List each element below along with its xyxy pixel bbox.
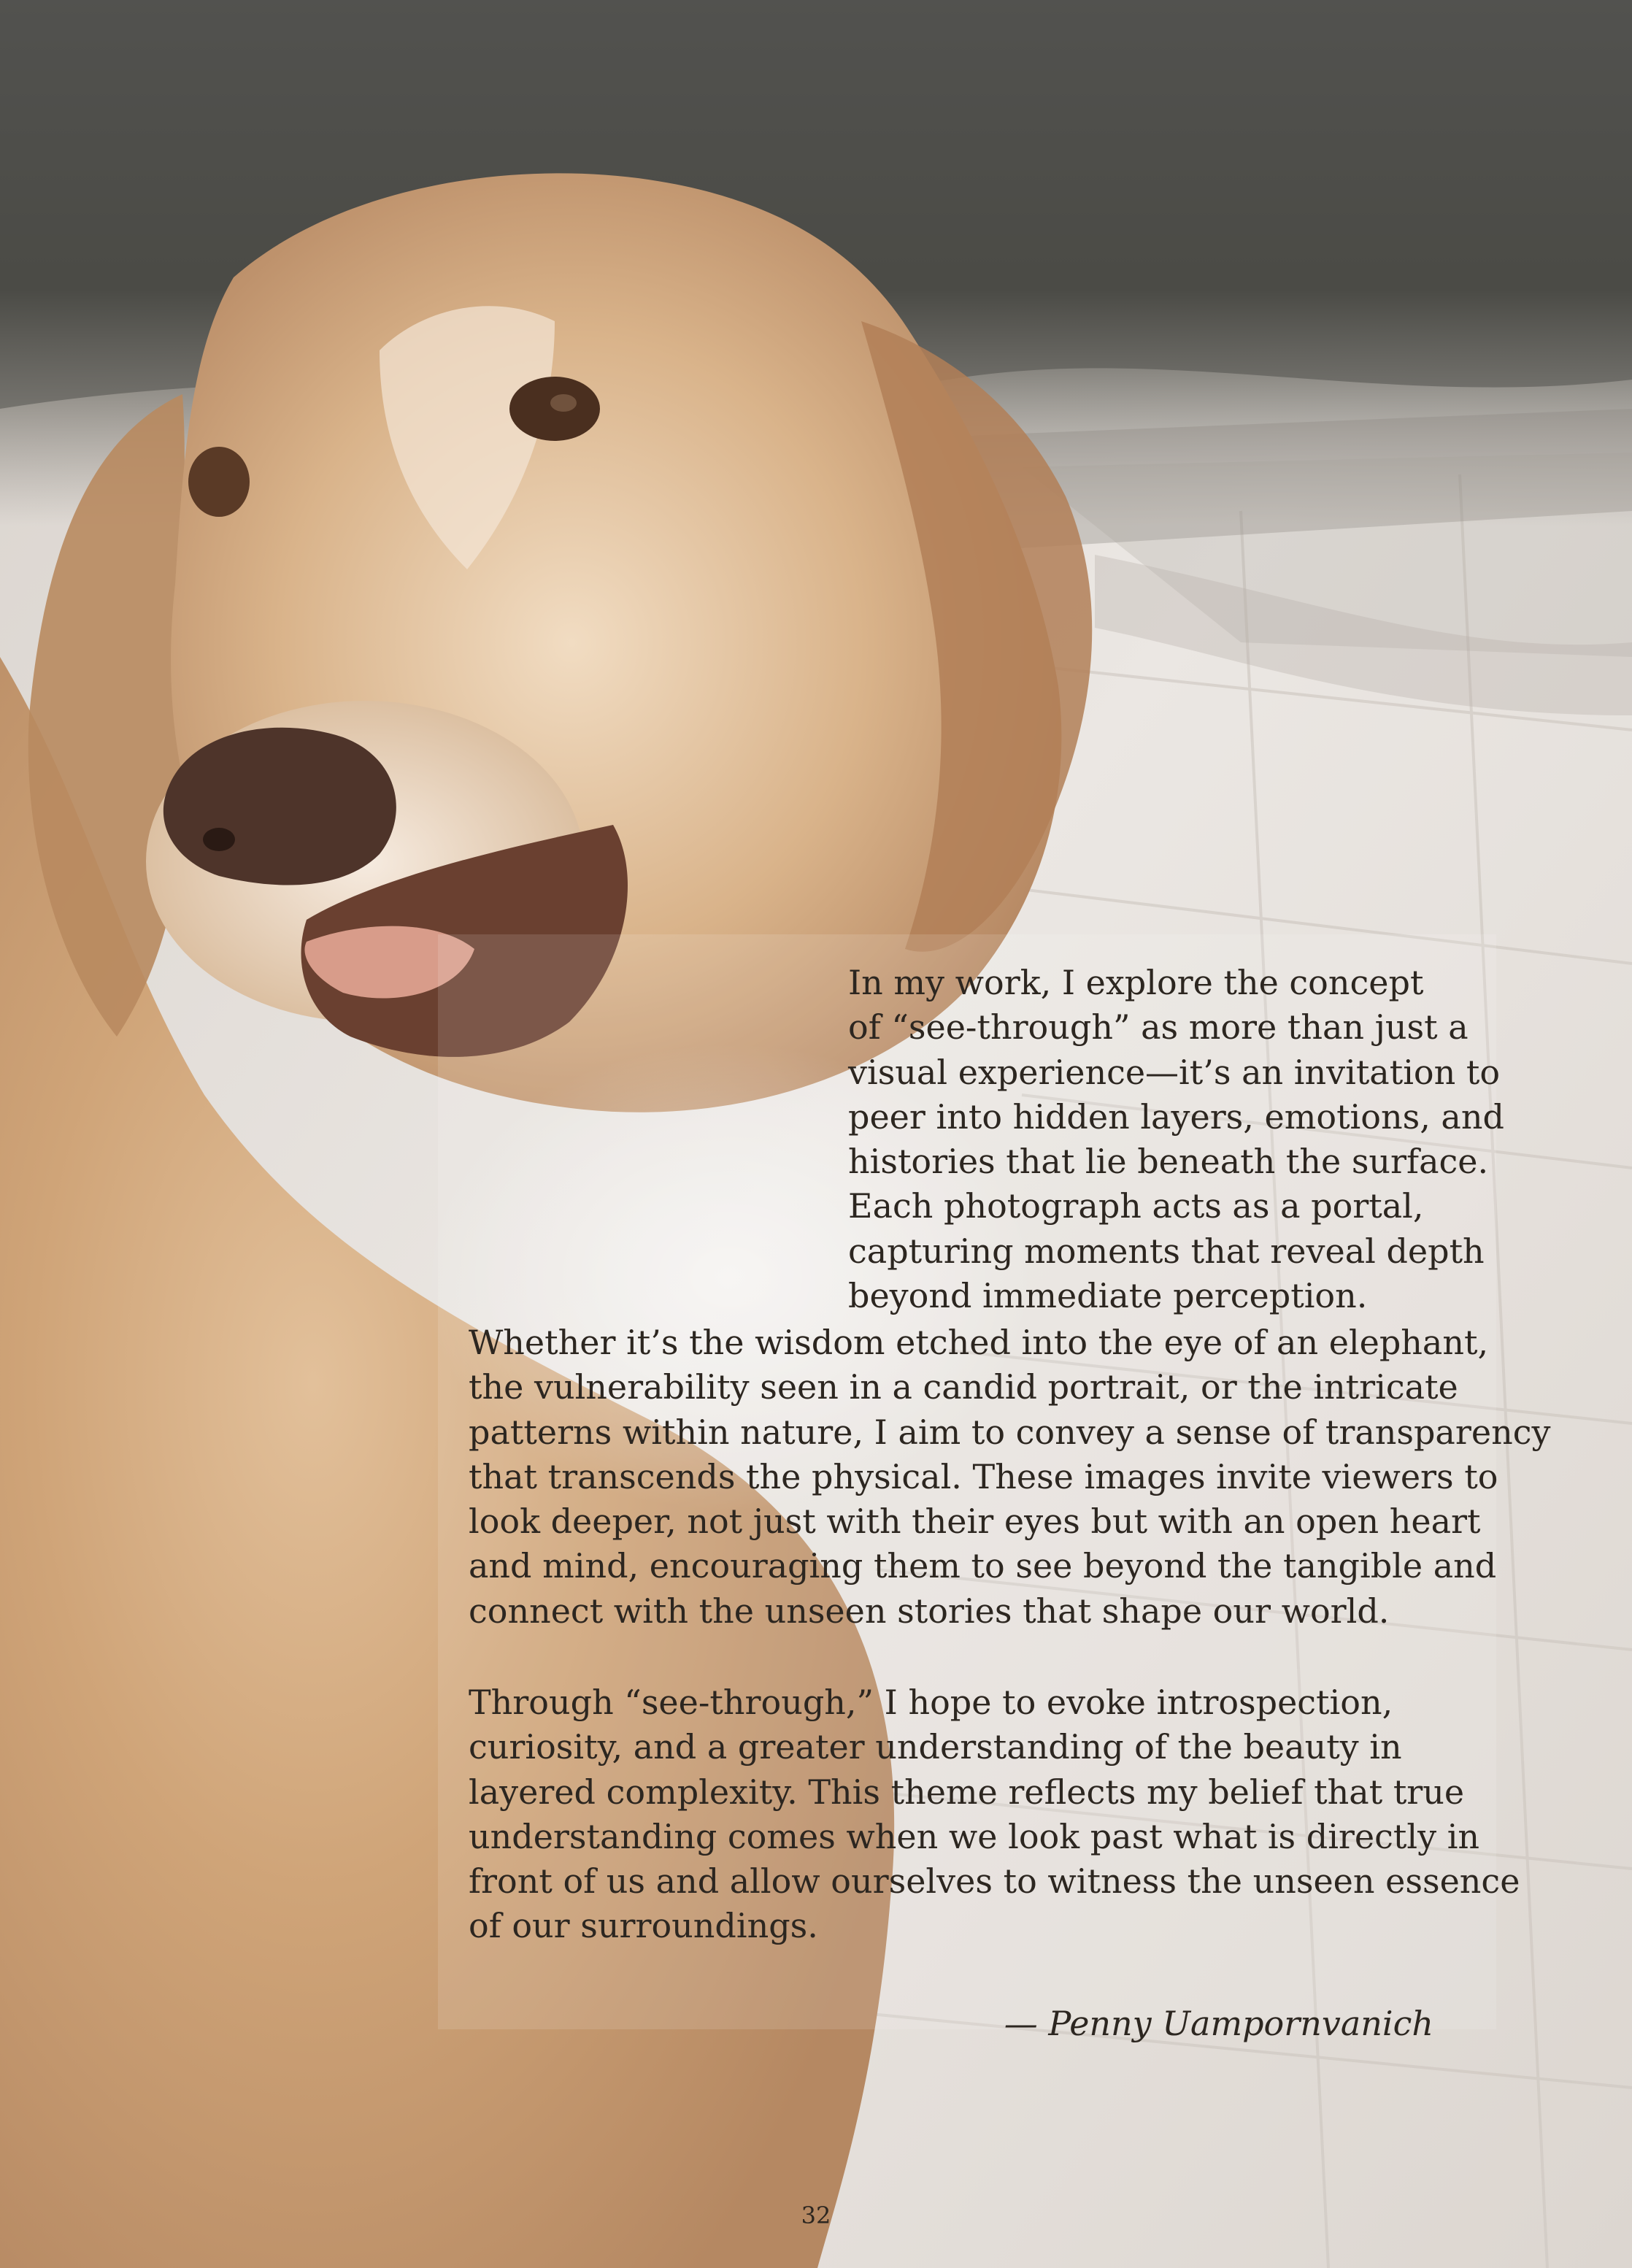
author-attribution: — Penny Uampornvanich [1004,2004,1433,2043]
text-line: look deeper, not just with their eyes but with an open heart [469,1502,1481,1542]
text-line: that transcends the physical. These images invite viewers to [469,1456,1498,1496]
text-line: visual experience—it’s an invitation to [848,1052,1501,1092]
closing-paragraph [469,1680,1520,1949]
text-line: peer into hidden layers, emotions, and [848,1096,1504,1137]
text-line: capturing moments that reveal depth [848,1231,1485,1271]
text-line: the vulnerability seen in a candid portrait, or the intricate [469,1367,1458,1407]
text-line: connect with the unseen stories that shape our world. [469,1591,1390,1631]
text-line: of our surroundings. [469,1906,818,1946]
text-line: understanding comes when we look past what is directly in [469,1816,1480,1856]
text-line: layered complexity. This theme reflects my belief that true [469,1772,1465,1812]
text-line: and mind, encouraging them to see beyond the tangible and [469,1546,1497,1586]
text-line: Through “see-through,” I hope to evoke introspection, [469,1683,1393,1722]
text-line: curiosity, and a greater understanding of the beauty in [469,1727,1402,1767]
text-line: front of us and allow ourselves to witness the unseen essence [469,1861,1520,1902]
body-paragraph [469,1321,1551,1634]
text-line: histories that lie beneath the surface. [848,1142,1489,1182]
text-line: of “see-through” as more than just a [848,1007,1469,1047]
text-line: Each photograph acts as a portal, [848,1186,1424,1226]
text-line: beyond immediate perception. [848,1276,1368,1316]
text-line: patterns within nature, I aim to convey a sense of transparency [469,1412,1551,1452]
page-number: 32 [801,2202,831,2229]
text-line: Whether it’s the wisdom etched into the eye of an elephant, [469,1323,1489,1362]
intro-paragraph [848,961,1504,1318]
text-line: In my work, I explore the concept [848,963,1424,1002]
